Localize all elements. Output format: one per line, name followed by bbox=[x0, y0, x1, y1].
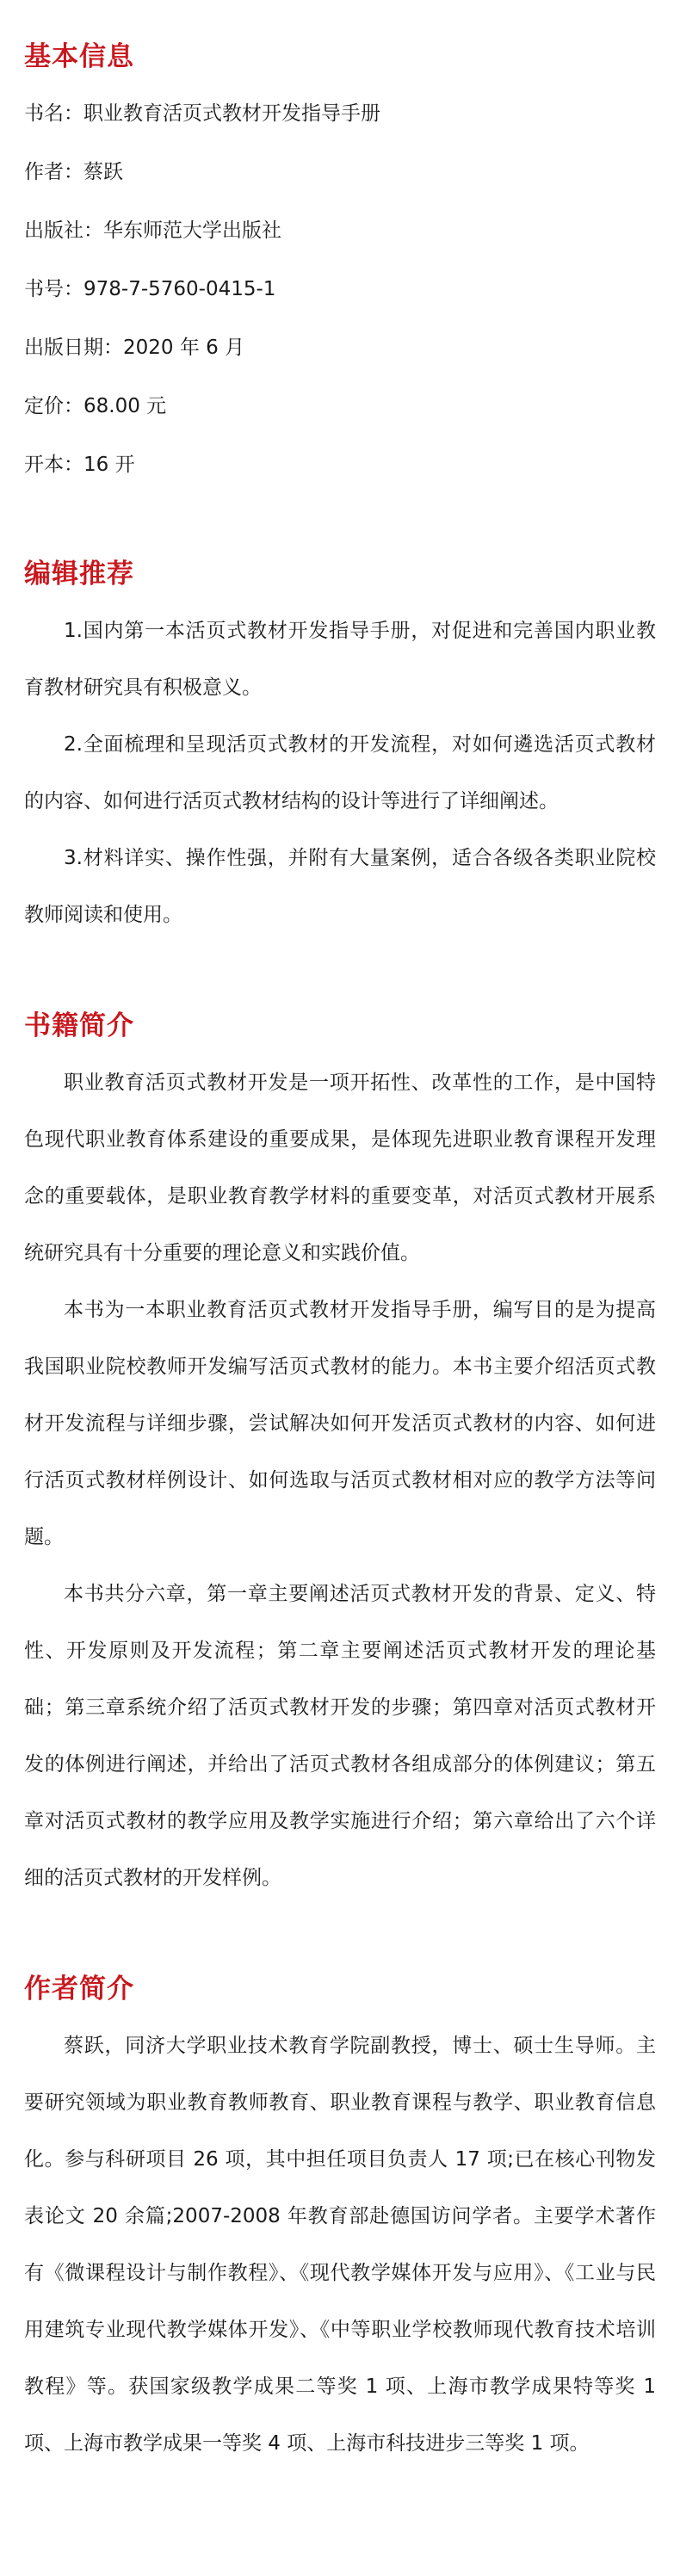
author-intro-paragraph: 蔡跃，同济大学职业技术教育学院副教授，博士、硕士生导师。主要研究领域为职业教育教师教育、职业教育课程与教学、职业教育信息化。参与科研项目 26 项，其中担任项目负责人 17 项;已在核心刊物发表论文 20 余篇;2007-2008 年教育部赴德国访问学者。主要学术著作有《微课程设计与制作教程》、《现代教学媒体开发与应用》、《工业与民用建筑专业现代教学媒体开发》、《中等职业学校教师现代教育技术培训教程》等。获国家级教学成果二等奖 1 项、上海市教学成果特等奖 1 项、上海市教学成果一等奖 4 项、上海市科技进步三等奖 1 项。 bbox=[24, 2035, 656, 2455]
book-intro-section bbox=[24, 943, 656, 1906]
info-publisher: 出版社：华东师范大学出版社 bbox=[24, 219, 281, 242]
info-price: 定价：68.00 元 bbox=[24, 395, 167, 417]
author-intro-title: 作者简介 bbox=[24, 1974, 134, 2005]
book-intro-paragraph: 本书共分六章，第一章主要阐述活页式教材开发的背景、定义、特性、开发原则及开发流程；第二章主要阐述活页式教材开发的理论基础；第三章系统介绍了活页式教材开发的步骤；第四章对活页式教材开发的体例进行阐述，并给出了活页式教材各组成部分的体例建议；第五章对活页式教材的教学应用及教学实施进行介绍；第六章给出了六个详细的活页式教材的开发样例。 bbox=[24, 1583, 656, 1889]
book-intro-paragraph: 本书为一本职业教育活页式教材开发指导手册，编写目的是为提高我国职业院校教师开发编写活页式教材的能力。本书主要介绍活页式教材开发流程与详细步骤，尝试解决如何开发活页式教材的内容、如何进行活页式教材样例设计、如何选取与活页式教材相对应的教学方法等问题。 bbox=[24, 1299, 656, 1548]
info-book-name: 书名：职业教育活页式教材开发指导手册 bbox=[24, 102, 380, 125]
editor-recommendation-paragraph: 2.全面梳理和呈现活页式教材的开发流程，对如何遴选活页式教材的内容、如何进行活页式教材结构的设计等进行了详细阐述。 bbox=[24, 733, 656, 812]
editor-recommendation-title: 编辑推荐 bbox=[24, 559, 134, 590]
author-intro-section bbox=[24, 1906, 656, 2472]
editor-recommendation-section bbox=[24, 509, 656, 943]
book-intro-title: 书籍简介 bbox=[24, 1010, 134, 1041]
editor-recommendation-paragraph: 1.国内第一本活页式教材开发指导手册，对促进和完善国内职业教育教材研究具有积极意义。 bbox=[24, 620, 656, 699]
basic-info-title: 基本信息 bbox=[24, 41, 134, 72]
info-isbn: 书号：978-7-5760-0415-1 bbox=[24, 278, 276, 300]
editor-recommendation-paragraph: 3.材料详实、操作性强，并附有大量案例，适合各级各类职业院校教师阅读和使用。 bbox=[24, 847, 656, 926]
basic-info-section bbox=[24, 0, 656, 479]
info-format: 开本：16 开 bbox=[24, 454, 135, 476]
info-publish-date: 出版日期：2020 年 6 月 bbox=[24, 337, 245, 359]
book-intro-paragraph: 职业教育活页式教材开发是一项开拓性、改革性的工作，是中国特色现代职业教育体系建设的重要成果，是体现先进职业教育课程开发理念的重要载体，是职业教育教学材料的重要变革，对活页式教材开展系统研究具有十分重要的理论意义和实践价值。 bbox=[24, 1072, 656, 1264]
info-author: 作者：蔡跃 bbox=[24, 161, 123, 183]
